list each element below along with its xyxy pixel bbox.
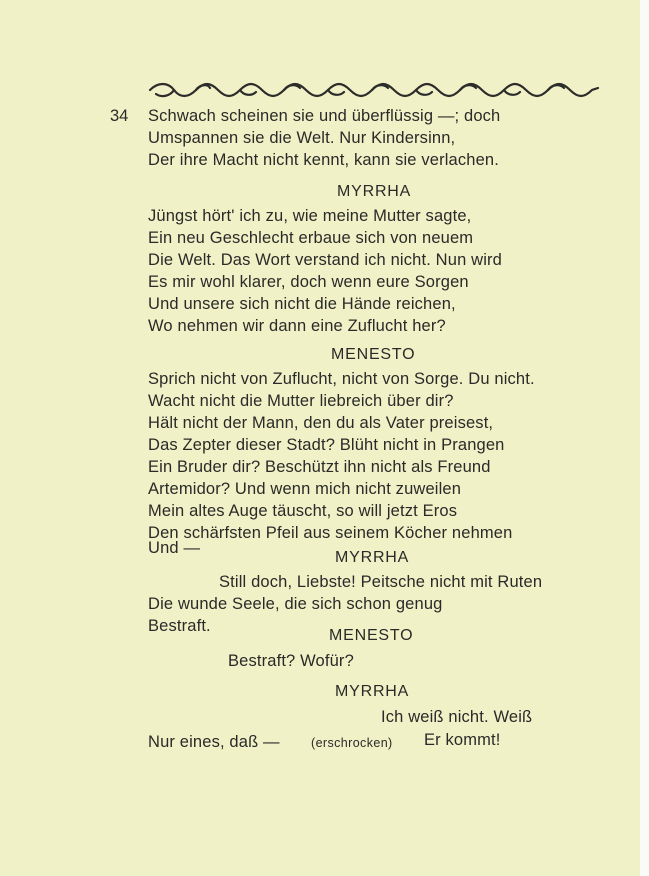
verse-line: Bestraft? Wofür? <box>228 652 354 670</box>
verse-line: Jüngst hört' ich zu, wie meine Mutter sagte, <box>148 207 472 225</box>
verse-line: Wacht nicht die Mutter liebreich über dir? <box>148 392 454 410</box>
stage-direction: (erschrocken) <box>311 736 393 750</box>
speaker-name: MYRRHA <box>335 683 410 700</box>
verse-line: Sprich nicht von Zuflucht, nicht von Sorge. Du nicht. <box>148 370 535 388</box>
verse-line: Die Welt. Das Wort verstand ich nicht. Nun wird <box>148 251 502 269</box>
speaker-name: MENESTO <box>329 627 414 644</box>
verse-line: Der ihre Macht nicht kennt, kann sie verlachen. <box>148 151 499 169</box>
speaker-name: MYRRHA <box>337 183 412 200</box>
verse-line: Still doch, Liebste! Peitsche nicht mit Ruten <box>219 573 543 591</box>
verse-line: Artemidor? Und wenn mich nicht zuweilen <box>148 480 462 498</box>
verse-line: Mein altes Auge täuscht, so will jetzt Eros <box>148 502 458 520</box>
speaker-name: MYRRHA <box>335 549 410 566</box>
verse-line: Bestraft. <box>148 617 211 635</box>
verse-line: Die wunde Seele, die sich schon genug <box>148 595 443 613</box>
page-number: 34 <box>110 107 129 125</box>
verse-line: Das Zepter dieser Stadt? Blüht nicht in Prangen <box>148 436 505 454</box>
verse-line: Schwach scheinen sie und überflüssig —; doch <box>148 107 501 125</box>
verse-line: Und — <box>148 539 201 557</box>
speaker-name: MENESTO <box>331 346 416 363</box>
verse-line: Ich weiß nicht. Weiß <box>381 708 533 726</box>
verse-line: Ein neu Geschlecht erbaue sich von neuem <box>148 229 474 247</box>
verse-line: Und unsere sich nicht die Hände reichen, <box>148 295 456 313</box>
verse-line: Ein Bruder dir? Beschützt ihn nicht als Freund <box>148 458 491 476</box>
verse-line: Umspannen sie die Welt. Nur Kindersinn, <box>148 129 456 147</box>
verse-line: Wo nehmen wir dann eine Zuflucht her? <box>148 317 446 335</box>
ornamental-header-border <box>148 80 600 100</box>
page-edge <box>640 0 649 876</box>
verse-line: Er kommt! <box>424 731 501 749</box>
verse-line: Hält nicht der Mann, den du als Vater preisest, <box>148 414 494 432</box>
verse-line: Nur eines, daß — <box>148 733 280 751</box>
verse-line: Es mir wohl klarer, doch wenn eure Sorgen <box>148 273 469 291</box>
verse-line: Den schärfsten Pfeil aus seinem Köcher nehmen <box>148 524 513 542</box>
